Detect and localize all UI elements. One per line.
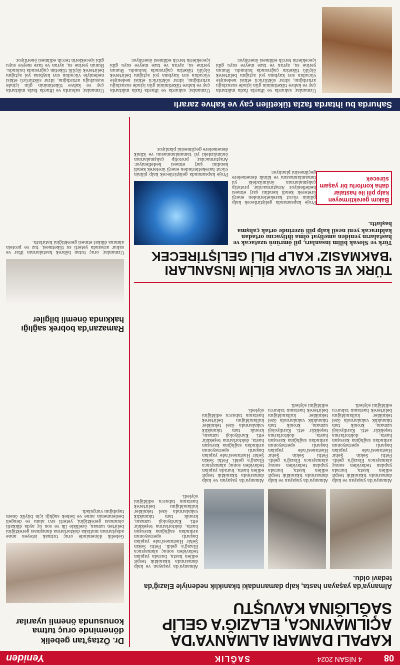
sidebar-story-body: Gebelik döneminde oruç tutmak isteyen anne adaylarının mutlaka doktorlarına danışması gerektiğini belirten uzman, özellikle ilk ve son üç ayda dikkatli olunması gerektiğini, yeterli sıvı alımı ve dengeli beslenmenin anne ve bebek sağlığı için büyük önem taşıdığını vurguladı.: [6, 509, 124, 539]
middle-body-col-1: Proje kapsamında geliştirilecek kalp pilinin vücut hareketlerinden enerji üreterek kendi kendini şarj etmesi hedefleniyor. Araştırmacılar, prototip çalışmalarının önümüzdeki yıl tamamlanmasını ve klinik denemelere geçilmesini planlıyor.: [232, 170, 316, 205]
lead-body-col-4: Almanya'da yaşayan ve kalp damarında tıkanıklık tespit edilen hasta, burada yapılan tedaviden sonuç alamayınca Elazığ'a geldi. Fethi Sekin Şehir Hastanesi'nde yapılan başarılı operasyonun ardından sağlığına kavuşan hasta, doktorlarına teşekkür etti. Kardiyoloji uzmanı, kronik tam tıkanıklık vakalarında özel teknikler kullanıldığını belirterek hastanın taburcu edildiğini söyledi.: [134, 494, 198, 569]
column-divider: [129, 117, 130, 647]
lead-subhead: Almanya'da yaşayan hasta, kalp damarındaki tıkanıklık nedeniyle Elazığ'da tedavi oldu.: [143, 574, 392, 589]
middle-intro: Türk ve Slovak bilim insanları, pil ömrünü uzatacak ve hastaların yeniden ameliyat olma ihtiyacını ortadan kaldıracak yeni nesil kalp pili üzerinde ortak çalışma başlattı.: [233, 220, 392, 245]
sidebar-story-2-title: Ramazan'da bobrek sağlığı hakkında önemli bilgiler: [21, 315, 124, 333]
lead-photo-patient: [268, 489, 326, 569]
bottom-body-col-2: Uzmanlar, sahurda ve iftarda fazla miktarda çay ve kahve tüketiminin gün içinde susuzluğu artırdığını, idrar söktürücü etkisi nedeniyle vücudun sıvı kaybına yol açtığını belirterek ölçülü tüketim çağrısında bulundu. Bunun yerine su, ayran ve taze meyve suyu gibi içeceklerin tercih edilmesi öneriliyor.: [110, 58, 210, 93]
lead-body-col-3: Almanya'da yaşayan ve kalp damarında tıkanıklık tespit edilen hasta, burada yapılan tedaviden sonuç alamayınca Elazığ'a geldi. Fethi Sekin Şehir Hastanesi'nde yapılan başarılı operasyonun ardından sağlığına kavuşan hasta, doktorlarına teşekkür etti. Kardiyoloji uzmanı, kronik tam tıkanıklık vakalarında özel teknikler kullanıldığını belirterek hastanın taburcu edildiğini söyledi.: [202, 408, 264, 483]
issue-date: 4 NİSAN 2024: [317, 655, 362, 662]
page-header-bar: [0, 651, 400, 665]
heart-illustration: [134, 181, 228, 245]
sidebar-story-2-body: Uzmanlar, oruç tutan böbrek hastalarının iftar ve sahur arasında yeterli su tüketmesi, tuz ve protein alımına dikkat etmesi gerektiğini hatırlattı.: [6, 240, 124, 255]
sidebar-photo-doctor: [6, 543, 124, 603]
page-number: 08: [383, 653, 394, 663]
section-divider: [134, 282, 392, 283]
sidebar-story-title: Dr. Öztaş'tan gebelik döneminde oruç tutma konusunda önemli uyarılar: [15, 617, 124, 646]
bottom-body-col-1: Uzmanlar, sahurda ve iftarda fazla miktarda çay ve kahve tüketiminin gün içinde susuzluğu artırdığını, idrar söktürücü etkisi nedeniyle vücudun sıvı kaybına yol açtığını belirterek ölçülü tüketim çağrısında bulundu. Bunun yerine su, ayran ve taze meyve suyu gibi içeceklerin tercih edilmesi öneriliyor.: [216, 58, 316, 93]
lead-body-col-2: Almanya'da yaşayan ve kalp damarında tıkanıklık tespit edilen hasta, burada yapılan tedaviden sonuç alamayınca Elazığ'a geldi. Fethi Sekin Şehir Hastanesi'nde yapılan başarılı operasyonun ardından sağlığına kavuşan hasta, doktorlarına teşekkür etti. Kardiyoloji uzmanı, kronik tam tıkanıklık vakalarında özel teknikler kullanıldığını belirterek hastanın taburcu edildiğini söyledi.: [268, 403, 328, 483]
middle-body-col-2: Proje kapsamında geliştirilecek kalp pilinin vücut hareketlerinden enerji üreterek kendi kendini şarj etmesi hedefleniyor. Araştırmacılar, prototip çalışmalarının önümüzdeki yıl tamamlanmasını ve klinik denemelere geçilmesini planlıyor.: [134, 147, 228, 177]
newspaper-logo: Yeniden: [6, 652, 45, 663]
lead-body-col-1: Almanya'da yaşayan ve kalp damarında tıkanıklık tespit edilen hasta, burada yapılan tedaviden sonuç alamayınca Elazığ'a geldi. Fethi Sekin Şehir Hastanesi'nde yapılan başarılı operasyonun ardından sağlığına kavuşan hasta, doktorlarına teşekkür etti. Kardiyoloji uzmanı, kronik tam tıkanıklık vakalarında özel teknikler kullanıldığını belirterek hastanın taburcu edildiğini söyledi.: [332, 403, 392, 483]
bottom-story-headline: Sahurda bu ihtarda fazla tüketilen çay ve kahve zararlı: [0, 98, 400, 111]
section-name: SAĞLIK: [213, 654, 250, 663]
middle-quote: Bakım gerektirmeyen kalp pili ile hastalar daha konforlu bir yaşam sürecek: [316, 171, 392, 205]
lead-photo-doctor: [330, 489, 392, 569]
sidebar-photo-2: [6, 259, 124, 303]
lead-headline: KAPALI DAMARI ALMANYA'DA AÇILMAYINCA, ELAZIĞ'A GELİP SAĞLIĞINA KAVUŞTU: [162, 599, 392, 648]
bottom-photo-tea: [322, 7, 392, 93]
middle-headline: TÜRK VE SLOVAK BİLİM İNSANLARI 'BAKMASIZ' KALP PİLİ GELİŞTİRECEK: [151, 249, 392, 278]
lead-photo-hospital: [204, 489, 264, 569]
bottom-body-col-3: Uzmanlar, sahurda ve iftarda fazla miktarda çay ve kahve tüketiminin gün içinde susuzluğu artırdığını, idrar söktürücü etkisi nedeniyle vücudun sıvı kaybına yol açtığını belirterek ölçülü tüketim çağrısında bulundu. Bunun yerine su, ayran ve taze meyve suyu gibi içeceklerin tercih edilmesi öneriliyor.: [6, 58, 104, 93]
